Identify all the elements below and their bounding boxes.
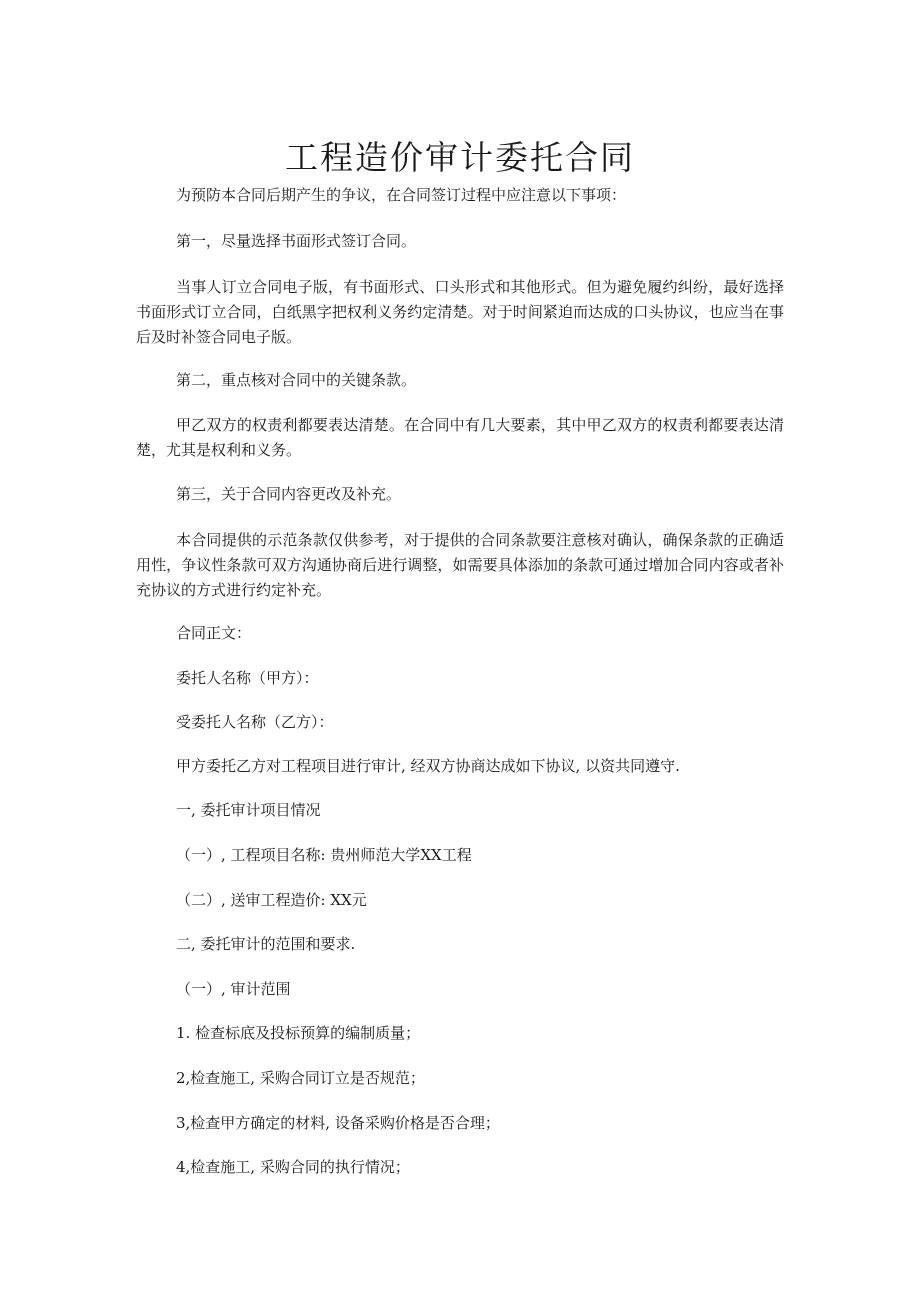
paragraph-section-one: 一, 委托审计项目情况 bbox=[176, 801, 321, 819]
paragraph-project-name: （一）, 工程项目名称: 贵州师范大学XX工程 bbox=[176, 846, 472, 864]
paragraph-scope-item-4: 4,检查施工, 采购合同的执行情况； bbox=[176, 1158, 410, 1176]
paragraph-agent-name: 受委托人名称（乙方）： bbox=[176, 713, 334, 731]
paragraph-point-two: 第二，重点核对合同中的关键条款。 bbox=[176, 371, 417, 389]
paragraph-point-three-detail: 本合同提供的示范条款仅供参考，对于提供的合同条款要注意核对确认，确保条款的正确适用性，争议性条款可双方沟通协商后进行调整，如需要具体添加的条款可通过增加合同内容或者补充协议的方式进行约定补充。 bbox=[136, 531, 784, 599]
paragraph-section-two: 二, 委托审计的范围和要求. bbox=[176, 935, 356, 953]
paragraph-audit-scope: （一）, 审计范围 bbox=[176, 980, 291, 998]
paragraph-project-cost: （二）, 送审工程造价: XX元 bbox=[176, 891, 367, 909]
document-title: 工程造价审计委托合同 bbox=[285, 138, 635, 178]
paragraph-notice-intro: 为预防本合同后期产生的争议，在合同签订过程中应注意以下事项： bbox=[176, 186, 627, 204]
paragraph-principal-name: 委托人名称（甲方）： bbox=[176, 669, 319, 687]
paragraph-point-one: 第一，尽量选择书面形式签订合同。 bbox=[176, 232, 417, 250]
paragraph-scope-item-2: 2,检查施工, 采购合同订立是否规范； bbox=[176, 1069, 425, 1087]
paragraph-contract-body-label: 合同正文： bbox=[176, 624, 252, 642]
paragraph-scope-item-1: 1. 检查标底及投标预算的编制质量； bbox=[176, 1024, 421, 1042]
paragraph-agreement-statement: 甲方委托乙方对工程项目进行审计, 经双方协商达成如下协议, 以资共同遵守. bbox=[176, 757, 680, 775]
paragraph-point-two-detail: 甲乙双方的权责利都要表达清楚。在合同中有几大要素，其中甲乙双方的权责利都要表达清楚，尤其是权利和义务。 bbox=[136, 416, 784, 459]
paragraph-scope-item-3: 3,检查甲方确定的材料, 设备采购价格是否合理； bbox=[176, 1114, 500, 1132]
paragraph-point-three: 第三，关于合同内容更改及补充。 bbox=[176, 485, 402, 503]
paragraph-point-one-detail: 当事人订立合同电子版，有书面形式、口头形式和其他形式。但为避免履约纠纷，最好选择书面形式订立合同，白纸黑字把权利义务约定清楚。对于时间紧迫而达成的口头协议，也应当在事后及时补签合同电子版。 bbox=[136, 278, 784, 346]
